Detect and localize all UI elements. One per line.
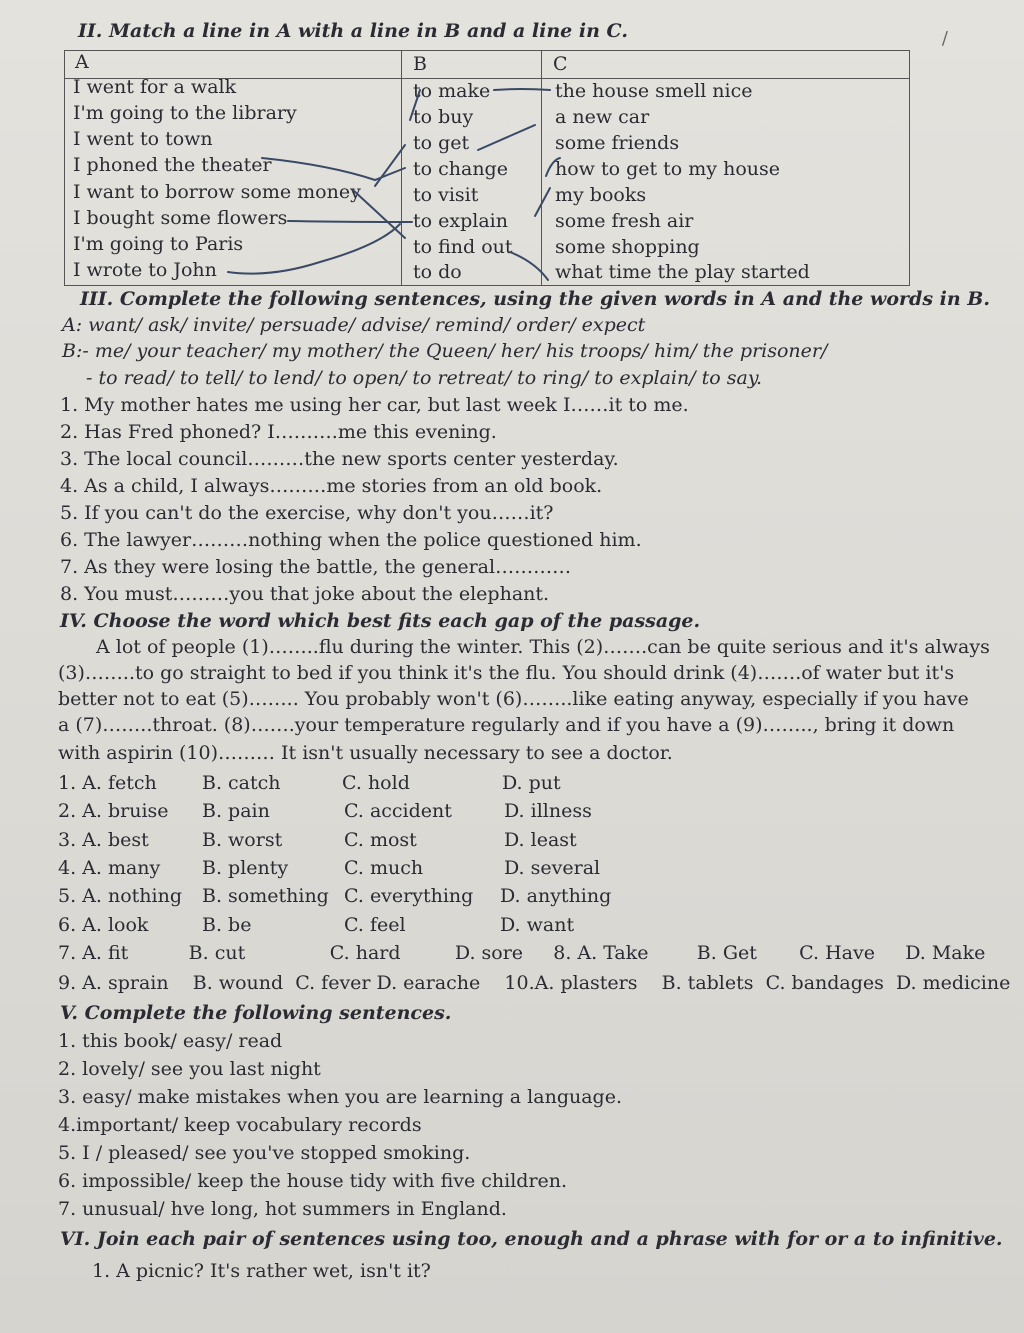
pencil-matching-lines xyxy=(0,0,1024,300)
col-b-item: to make xyxy=(413,80,491,102)
exercise-item: 6. The lawyer………nothing when the police questioned him. xyxy=(60,529,642,551)
option-a: 4. A. many xyxy=(58,857,161,879)
col-b-item: to find out xyxy=(413,236,513,258)
section-4-title: IV. Choose the word which best fits each gap of the passage. xyxy=(60,610,701,632)
col-a-item: I'm going to the library xyxy=(73,102,297,124)
match-line xyxy=(410,90,420,120)
exercise-item: 2. Has Fred phoned? I……….me this evening. xyxy=(60,421,497,443)
option-d: D. want xyxy=(500,914,575,936)
passage-line: (3)……..to go straight to bed if you think it's the flu. You should drink (4)…….of water but it's xyxy=(58,662,955,684)
option-a: 5. A. nothing xyxy=(58,885,182,907)
exercise-item: 8. You must………you that joke about the elephant. xyxy=(60,583,550,605)
match-line xyxy=(353,190,405,238)
match-line xyxy=(288,221,412,222)
option-c: C. everything xyxy=(344,885,474,907)
option-a: 3. A. best xyxy=(58,829,149,851)
option-c: C. feel xyxy=(344,914,406,936)
option-row: 7. A. fit B. cut C. hard D. sore 8. A. Take B. Get C. Have D. Make xyxy=(58,942,986,964)
option-b: B. plenty xyxy=(202,857,289,879)
section-6-title: VI. Join each pair of sentences using too, enough and a phrase with for or a to infinitive. xyxy=(60,1228,1003,1250)
word-list-b2: - to read/ to tell/ to lend/ to open/ to retreat/ to ring/ to explain/ to say. xyxy=(86,367,763,389)
option-b: B. worst xyxy=(202,829,283,851)
col-c-item: how to get to my house xyxy=(555,158,780,180)
option-c: C. much xyxy=(344,857,424,879)
header-c: C xyxy=(553,53,568,75)
match-line xyxy=(510,252,548,280)
match-line xyxy=(535,188,550,216)
option-a: 6. A. look xyxy=(58,914,149,936)
col-b-item: to do xyxy=(413,261,462,283)
match-line xyxy=(228,224,400,274)
match-line xyxy=(262,158,405,180)
header-a: A xyxy=(75,51,89,73)
col-b-item: to change xyxy=(413,158,508,180)
option-a: 2. A. bruise xyxy=(58,800,169,822)
option-d: D. illness xyxy=(504,800,592,822)
col-a-item: I wrote to John xyxy=(73,259,217,281)
option-b: B. be xyxy=(202,914,252,936)
passage-line: a (7)……..throat. (8)…….your temperature regularly and if you have a (9)…….., bring it down xyxy=(58,714,955,736)
option-d: D. several xyxy=(504,857,601,879)
col-a-item: I'm going to Paris xyxy=(73,233,244,255)
match-line xyxy=(494,89,550,90)
option-b: B. catch xyxy=(202,772,281,794)
exercise-item: 7. As they were losing the battle, the general………… xyxy=(60,556,572,578)
exercise-item: 7. unusual/ hve long, hot summers in England. xyxy=(58,1198,507,1220)
section-5-title: V. Complete the following sentences. xyxy=(60,1002,452,1024)
match-line xyxy=(375,145,405,186)
section-2-title: II. Match a line in A with a line in B and a line in C. xyxy=(78,20,628,42)
option-b: B. pain xyxy=(202,800,270,822)
col-a-item: I went to town xyxy=(73,128,213,150)
col-a-item: I bought some flowers xyxy=(73,207,288,229)
col-c-item: a new car xyxy=(555,106,650,128)
option-c: C. most xyxy=(344,829,417,851)
col-c-item: some fresh air xyxy=(555,210,694,232)
col-a-item: I want to borrow some money xyxy=(73,181,361,203)
exercise-item: 3. The local council………the new sports center yesterday. xyxy=(60,448,619,470)
option-c: C. accident xyxy=(344,800,452,822)
col-c-item: my books xyxy=(555,184,647,206)
option-c: C. hold xyxy=(342,772,410,794)
section-3-title: III. Complete the following sentences, using the given words in A and the words in B. xyxy=(80,288,990,310)
passage-line: A lot of people (1)……..flu during the winter. This (2)…….can be quite serious and it's always xyxy=(96,636,990,658)
passage-line: better not to eat (5)…….. You probably won't (6)……..like eating anyway, especially if you have xyxy=(58,688,969,710)
option-a: 1. A. fetch xyxy=(58,772,157,794)
col-a-item: I phoned the theater xyxy=(73,154,272,176)
exercise-item: 1. My mother hates me using her car, but last week I……it to me. xyxy=(60,394,689,416)
exercise-item: 3. easy/ make mistakes when you are learning a language. xyxy=(58,1086,622,1108)
col-b-item: to visit xyxy=(413,184,479,206)
exercise-item: 5. If you can't do the exercise, why don't you……it? xyxy=(60,502,554,524)
word-list-b1: B:- me/ your teacher/ my mother/ the Queen/ her/ his troops/ him/ the prisoner/ xyxy=(62,340,828,362)
pencil-tick-mark: / xyxy=(941,28,948,49)
exercise-item: 4. As a child, I always………me stories from an old book. xyxy=(60,475,603,497)
col-c-item: what time the play started xyxy=(555,261,810,283)
exercise-item: 1. this book/ easy/ read xyxy=(58,1030,283,1052)
col-b-item: to get xyxy=(413,132,470,154)
match-line xyxy=(478,125,535,150)
option-b: B. something xyxy=(202,885,329,907)
passage-line: with aspirin (10)……… It isn't usually necessary to see a doctor. xyxy=(58,742,673,764)
col-c-item: some shopping xyxy=(555,236,700,258)
col-a-item: I went for a walk xyxy=(73,76,237,98)
exercise-item: 2. lovely/ see you last night xyxy=(58,1058,321,1080)
exercise-item: 4.important/ keep vocabulary records xyxy=(58,1114,422,1136)
option-d: D. put xyxy=(502,772,561,794)
option-row: 9. A. sprain B. wound C. fever D. earache 10.A. plasters B. tablets C. bandages D. medicine xyxy=(58,972,1011,994)
exercise-item: 6. impossible/ keep the house tidy with five children. xyxy=(58,1170,568,1192)
col-c-item: some friends xyxy=(555,132,680,154)
col-b-item: to explain xyxy=(413,210,508,232)
col-c-item: the house smell nice xyxy=(555,80,753,102)
match-line xyxy=(546,158,560,176)
exercise-item: 1. A picnic? It's rather wet, isn't it? xyxy=(92,1260,431,1282)
exercise-item: 5. I / pleased/ see you've stopped smoking. xyxy=(58,1142,471,1164)
col-b-item: to buy xyxy=(413,106,474,128)
option-d: D. anything xyxy=(500,885,612,907)
word-list-a: A: want/ ask/ invite/ persuade/ advise/ remind/ order/ expect xyxy=(62,314,646,336)
header-b: B xyxy=(413,53,427,75)
option-d: D. least xyxy=(504,829,577,851)
